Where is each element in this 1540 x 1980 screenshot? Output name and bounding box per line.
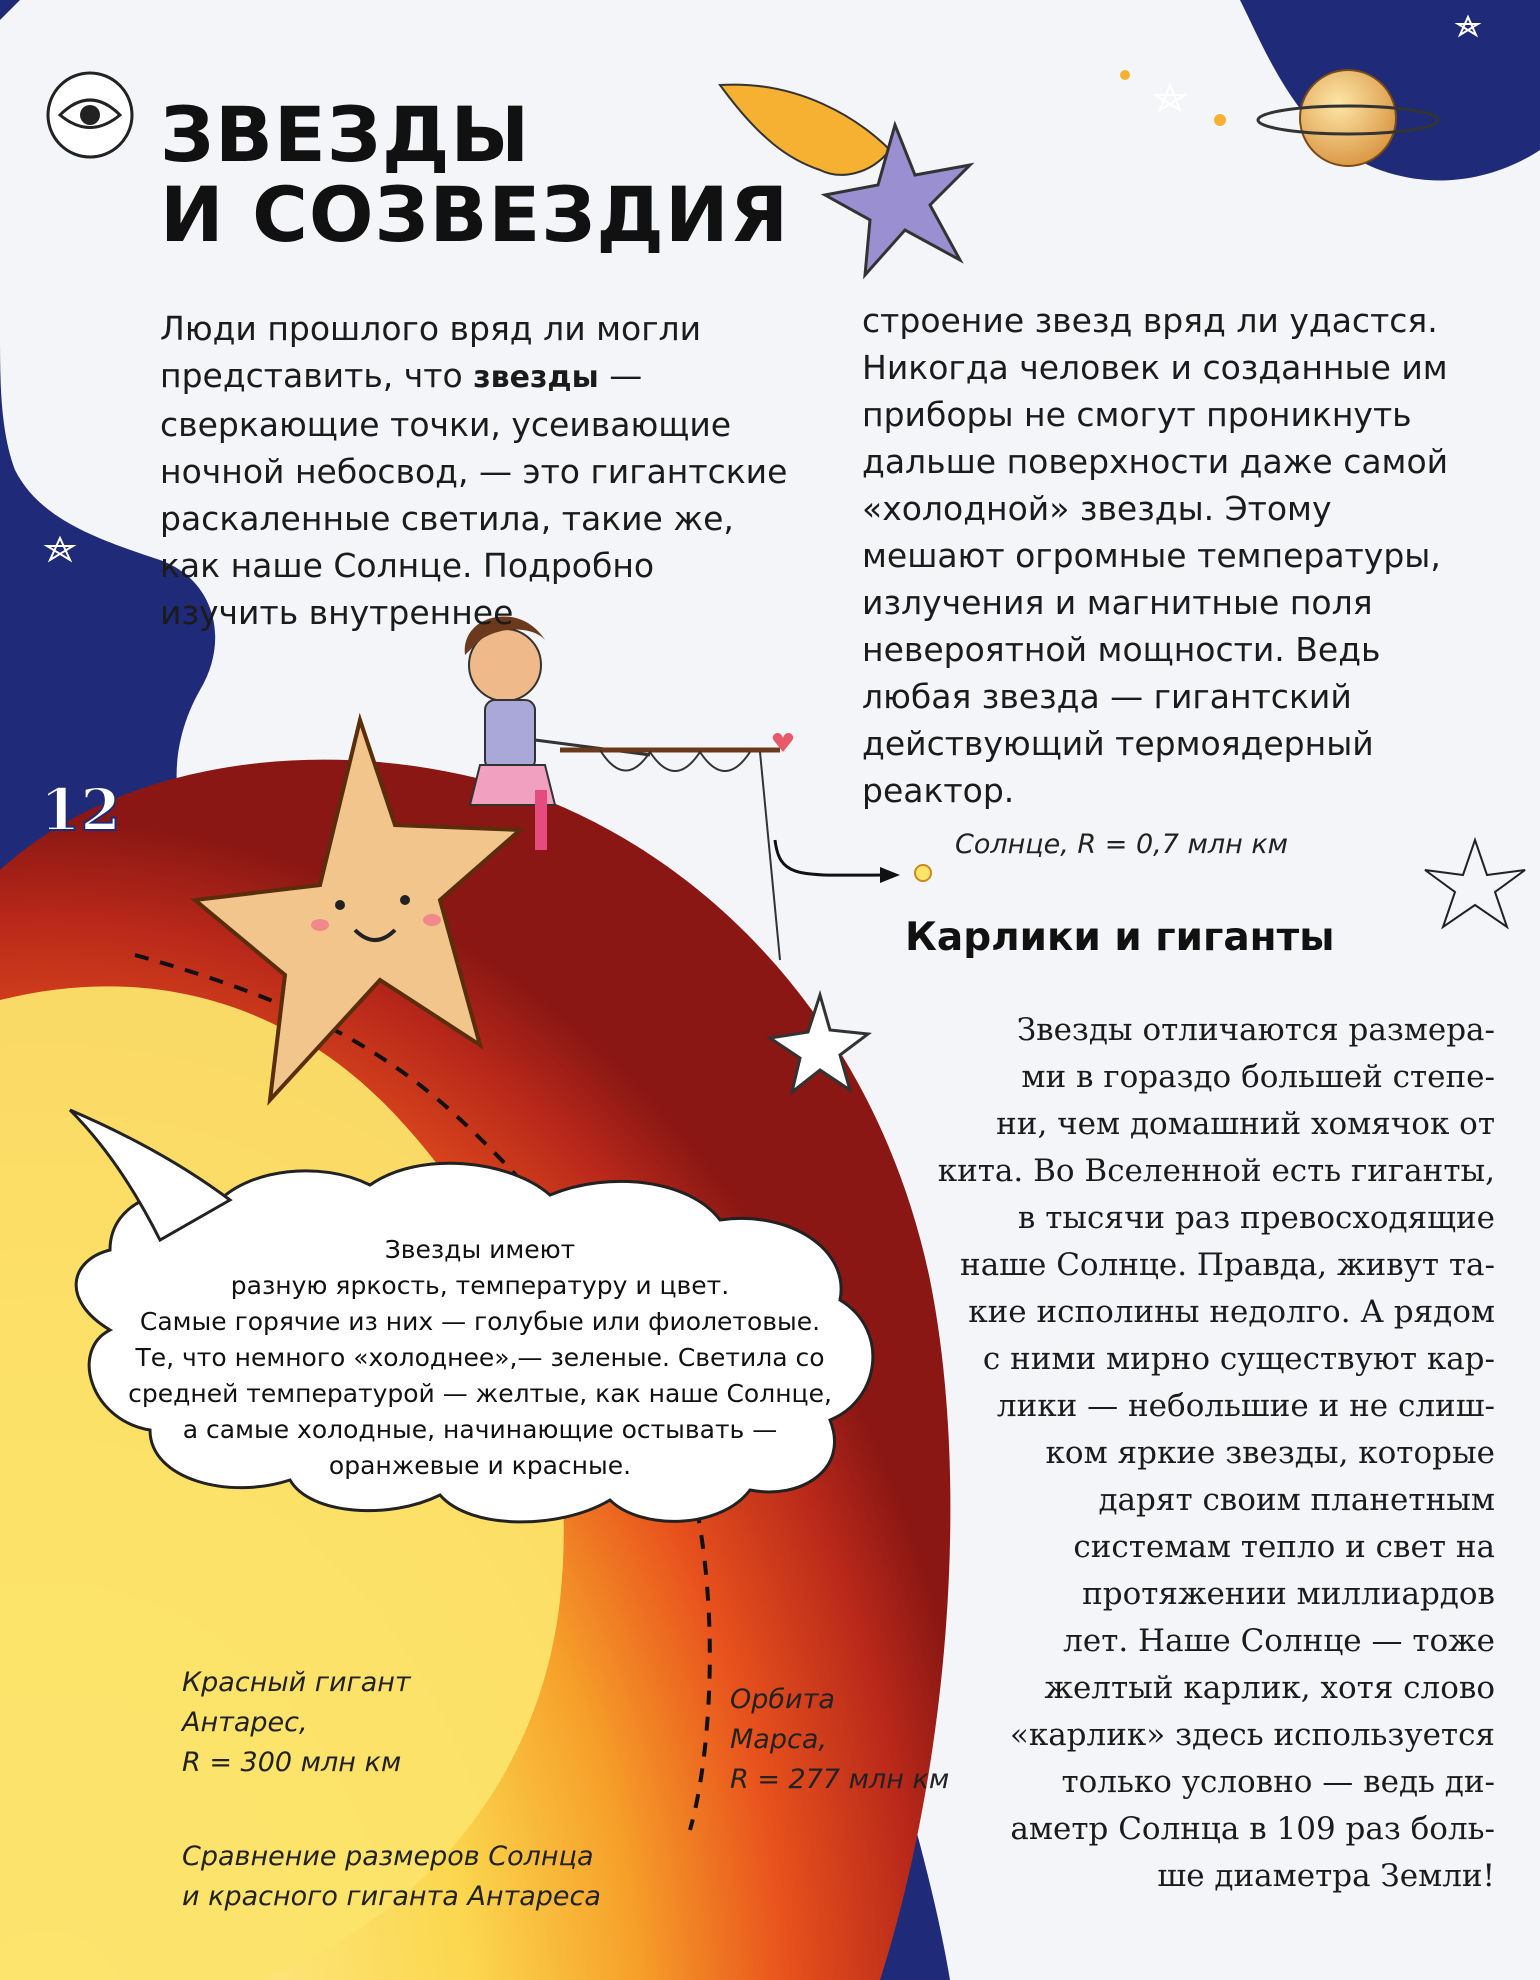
- intro-right-paragraph: строение звезд вряд ли удастся. Никогда человек и созданные им приборы не смогут проникнуть дальше поверхности даже самой «холодной» звезды. Этому мешают огромные температуры, излучения и магнитные поля невероятной мощности. Ведь любая звезда — гигантский действующий термоядерный реактор.: [862, 301, 1449, 810]
- body-line: протяжении миллиардов: [1082, 1576, 1495, 1612]
- body-line: в тысячи раз превосходящие: [1017, 1200, 1495, 1236]
- cloud-text: [95, 1232, 865, 1484]
- cloud-line: оранжевые и красные.: [328, 1451, 632, 1480]
- body-line: кие исполины недолго. А рядом: [968, 1294, 1495, 1330]
- caption-comparison: [182, 1837, 662, 1917]
- body-line: Звезды отличаются размера-: [1016, 1012, 1495, 1048]
- cloud-line: разную яркость, температуру и цвет.: [230, 1271, 730, 1300]
- body-line: ше диаметра Земли!: [1157, 1858, 1495, 1894]
- section-heading: Карлики и гиганты: [905, 915, 1335, 960]
- caption-line: и красного гиганта Антареса: [182, 1881, 601, 1912]
- body-line: кита. Во Вселенной есть гиганты,: [937, 1153, 1495, 1189]
- intro-left-start: Люди прошлого вряд ли могли представить, что: [160, 309, 702, 395]
- caption-sun: Солнце, R = 0,7 млн км: [955, 829, 1289, 860]
- intro-left-end: — сверкающие точки, усеивающие ночной небосвод, — это гигантские раскаленные светила, такие же, как наше Солнце. Подробно изучить внутреннее: [160, 356, 788, 632]
- cloud-line: а самые холодные, начинающие остывать —: [182, 1415, 778, 1444]
- page-title: [160, 90, 790, 259]
- caption-line: R = 277 млн км: [730, 1764, 950, 1795]
- body-line: ми в гораздо большей степе-: [1021, 1059, 1495, 1095]
- body-line: с ними мирно существуют кар-: [982, 1341, 1495, 1377]
- eye-icon: [48, 73, 132, 157]
- cloud-line: Самые горячие из них — голубые или фиолетовые.: [139, 1307, 821, 1336]
- body-line: ни, чем домашний хомячок от: [996, 1106, 1495, 1142]
- caption-line: Антарес,: [182, 1707, 308, 1738]
- cloud-line: Звезды имеют: [384, 1235, 576, 1264]
- caption-mars-orbit: [730, 1680, 960, 1800]
- section-body: [915, 1007, 1495, 1900]
- cloud-line: средней температурой — желтые, как наше Солнце,: [128, 1379, 832, 1408]
- intro-left-paragraph: [160, 305, 790, 636]
- ringed-planet: [1300, 70, 1396, 166]
- body-line: дарят своим планетным: [1098, 1482, 1495, 1518]
- body-line: лет. Наше Солнце — тоже: [1063, 1623, 1495, 1659]
- caption-line: Сравнение размеров Солнца: [182, 1841, 594, 1872]
- body-line: лики — небольшие и не слиш-: [996, 1388, 1495, 1424]
- body-line: желтый карлик, хотя слово: [1044, 1670, 1495, 1706]
- body-line: только условно — ведь ди-: [1061, 1764, 1495, 1800]
- caption-line: R = 300 млн км: [182, 1747, 402, 1778]
- page-number: 12: [40, 776, 121, 844]
- intro-keyword: звезды: [473, 360, 599, 395]
- caption-line: Марса,: [730, 1724, 827, 1755]
- body-line: системам тепло и свет на: [1073, 1529, 1495, 1565]
- body-line: наше Солнце. Правда, живут та-: [960, 1247, 1495, 1283]
- body-line: «карлик» здесь используется: [1009, 1717, 1495, 1753]
- title-line-2: И СОЗВЕЗДИЯ: [160, 170, 790, 259]
- body-line: аметр Солнца в 109 раз боль-: [1010, 1811, 1495, 1847]
- body-line: ком яркие звезды, которые: [1045, 1435, 1495, 1471]
- title-line-1: ЗВЕЗДЫ: [160, 90, 531, 179]
- sun-dot: [915, 865, 931, 881]
- caption-line: Орбита: [730, 1684, 835, 1715]
- caption-line: Красный гигант: [182, 1667, 411, 1698]
- cloud-line: Те, что немного «холоднее»,— зеленые. Светила со: [135, 1343, 825, 1372]
- caption-antares: [182, 1663, 512, 1783]
